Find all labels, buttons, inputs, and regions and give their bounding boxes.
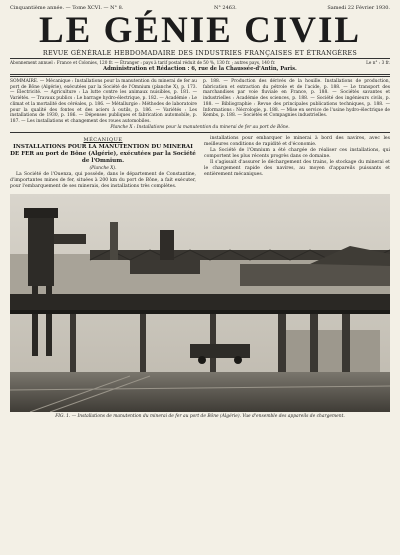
toc-column-left: SOMMAIRE. — Mécanique : Installations pour la manutention du minerai de fer au port de Bône (Algérie), exécutées par la Société de l'Omnium (planche X), p. 173. — Électricité. — Agriculture : La lutte contre les animaux nuisibles, p. 181. — Variétés. — Travaux publics : Le barrage hydro-électrique, p. 182. — Académie : Le climat et la mortalité des céréales, p. 186. — Métallurgie : Méthodes de laboratoire pour la qualité des fontes et des aciers à outils, p. 186. — Variétés : Les installations de 1930, p. 186. — Dépenses publiques et fabrication automobile, p. 187. — Les installations et changement des roues automobiles.: [10, 79, 197, 124]
table-of-contents: [10, 79, 390, 125]
article-paragraph: Il s'agissait d'assurer le déchargement des trains, le stockage du minerai et le chargement rapide des navires, au moyen d'appareils puissants et entièrement mécaniques.: [204, 159, 390, 177]
article-body: [10, 136, 390, 190]
administration-address: Administration et Rédaction : 6, rue de la Chaussée-d'Antin, Paris.: [103, 66, 297, 72]
plate-reference: (Planche X).: [89, 165, 117, 171]
journal-subtitle: REVUE GÉNÉRALE HEBDOMADAIRE DES INDUSTRIES FRANÇAISES ET ÉTRANGÈRES: [42, 49, 358, 57]
port-photograph: [10, 194, 390, 412]
article-paragraph: La Société de l'Omnium a été chargée de réaliser ces installations, qui comportent les plus récents progrès dans ce domaine.: [204, 147, 390, 159]
series-info: Cinquantième année. — Tome XCVI. — N° 8.: [10, 5, 124, 11]
divider: [10, 74, 390, 77]
photo-illustration: [10, 194, 390, 412]
article-headline: INSTALLATIONS POUR LA MANUTENTION DU MINERAI DE FER au port de Bône (Algérie), exécutées par la Société de l'Omnium.: [10, 143, 196, 164]
article-paragraph: installations pour embarquer le minerai à bord des navires, avec les meilleures conditions de rapidité et d'économie.: [204, 135, 390, 147]
journal-title: LE GÉNIE CIVIL: [38, 10, 362, 51]
toc-plate-note: Planche X : Installations pour la manutention du minerai de fer au port de Bône.: [110, 124, 290, 130]
article-paragraph: La Société de l'Ouenza, qui possède, dans le département de Constantine, d'importantes mines de fer, situées à 200 km du port de Bône, a fait exécuter, pour l'embarquement de ses minerais, des installations très complètes.: [10, 171, 196, 189]
figure-caption: FIG. 1. — Installations de manutention du minerai de fer au port de Bône (Algérie). Vue d'ensemble des appareils de chargement.: [55, 413, 345, 419]
issue-date: Samedi 22 Février 1930.: [327, 5, 390, 11]
article-column-right: [204, 136, 390, 190]
section-heading: MÉCANIQUE: [83, 136, 123, 143]
single-issue-price: Le n° : 3 fr.: [366, 60, 390, 65]
divider: [10, 58, 390, 59]
toc-column-right: p. 188. — Production des dérivés de la houille. Installations de production, fabrication et extraction du pétrole et de l'acide, p. 188. — Le transport des marchandises par voie fluviale en France, p. 188. — Sociétés savantes et industrielles : Académie des sciences, p. 188. — Société des ingénieurs civils, p. 188. — Bibliographie : Revue des principales publications techniques, p. 188. — Informations : Nécrologie, p. 188. — Mise en service de l'usine hydro-électrique de Kembs, p. 188. — Sociétés et Compagnies industrielles.: [203, 79, 390, 119]
journal-page: [10, 5, 390, 545]
issue-number: N° 2463.: [213, 5, 237, 11]
article-column-left: [10, 136, 196, 190]
divider: [10, 132, 390, 133]
subscription-prices: Abonnement annuel : France et Colonies, 120 fr. — Étranger : pays à tarif postal réduit de 50 %, 130 fr. ; autres pays, 140 fr.: [10, 60, 276, 65]
